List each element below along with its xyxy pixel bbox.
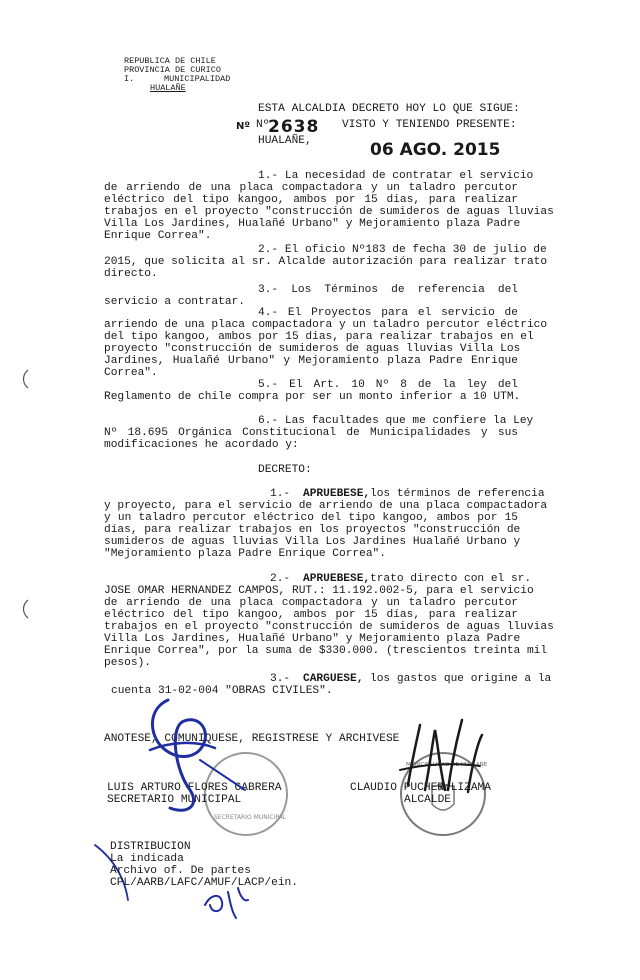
- resolution-2-line: Villa Los Jardines, Hualañé Urbano" y Mejoramiento plaza Padre: [104, 633, 521, 645]
- resolution-3-line: cuenta 31-02-004 "OBRAS CIVILES".: [111, 685, 333, 697]
- decreto-heading: DECRETO:: [258, 464, 312, 476]
- resolution-2-approve: APRUEBESE,: [303, 573, 371, 585]
- secretary-name: LUIS ARTURO FLORES CABRERA: [107, 782, 282, 794]
- consideration-line: del tipo kangoo, ambos por 15 dias, para realizar trabajos en el: [104, 331, 534, 343]
- secretary-title: SECRETARIO MUNICIPAL: [107, 794, 242, 806]
- mayor-title: ALCALDE: [404, 794, 451, 806]
- closing-formula: ANOTESE, COMUNIQUESE, REGISTRESE Y ARCHIVESE: [104, 733, 400, 745]
- consideration-2-start: 2.- El oficio Nº183 de fecha 30 de julio de: [258, 244, 547, 256]
- consideration-line: directo.: [104, 268, 158, 280]
- resolution-2-line: eléctrico del tipo kangoo, ambos por 15 días, para realizar: [104, 609, 518, 621]
- consideration-3-start: 3.- Los Términos de referencia del: [258, 284, 518, 296]
- resolution-1-line: "Mejoramiento plaza Padre Enrique Correa".: [104, 548, 386, 560]
- resolution-1-line: días, para realizar trabajos en los proyectos "construcción de: [104, 524, 521, 536]
- consideration-line: 2015, que solicita al sr. Alcalde autorización para realizar trato: [104, 256, 548, 268]
- header-republic: REPUBLICA DE CHILE: [124, 56, 216, 66]
- consideration-1-start: 1.- La necesidad de contratar el servicio: [258, 170, 534, 182]
- secretary-seal-text: SECRETARIO MUNICIPAL: [214, 814, 287, 821]
- consideration-line: eléctrico del tipo kangoo, ambos por 15 dias, para realizar: [104, 194, 518, 206]
- consideration-line: proyecto "construcción de sumideros de aguas lluvias Villa Los: [104, 343, 521, 355]
- mayor-name: CLAUDIO PUCHER LIZAMA: [350, 782, 491, 794]
- decree-number-stamp: 2638: [268, 117, 320, 137]
- resolution-2-line: JOSE OMAR HERNANDEZ CAMPOS, RUT.: 11.192.002-5, para el servicio: [104, 585, 534, 597]
- resolution-2-line: trabajos en el proyecto "construcción de sumideros de aguas lluvias: [104, 621, 554, 633]
- distribution-heading: DISTRIBUCION: [110, 841, 191, 853]
- distribution-initials: CPL/AARB/LAFC/AMUF/LACP/ein.: [110, 877, 298, 889]
- consideration-5-start: 5.- El Art. 10 Nº 8 de la ley del: [258, 379, 518, 391]
- resolution-2-line: de arriendo de una placa compactadora y un taladro percutor: [104, 597, 518, 609]
- consideration-line: arriendo de una placa compactadora y un taladro percutor eléctrico: [104, 319, 548, 331]
- resolution-2-rest: trato directo con el sr.: [370, 573, 532, 585]
- consideration-line: Nº 18.695 Orgánica Constitucional de Municipalidades y sus: [104, 427, 518, 439]
- resolution-1-line: y un taladro percutor eléctrico del tipo kangoo, ambos por 15: [104, 512, 518, 524]
- resolution-1-line: y proyecto, para el servicio de arriendo de una placa compactadora: [104, 500, 548, 512]
- resolution-1-rest: los términos de referencia: [370, 488, 545, 500]
- consideration-line: servicio a contratar.: [104, 296, 245, 308]
- decree-number-prefix: Nº: [236, 121, 251, 132]
- consideration-line: Reglamento de chile compra por ser un monto inferior a 10 UTM.: [104, 391, 521, 403]
- header-municipality: MUNICIPALIDAD: [164, 74, 231, 84]
- resolution-2-line: pesos).: [104, 657, 151, 669]
- resolution-2-line: Enrique Correa", por la suma de $330.000. (trescientos treinta mil: [104, 645, 548, 657]
- resolution-3-rest: los gastos que origine a la: [370, 673, 552, 685]
- resolution-3-charge: CARGUESE,: [303, 673, 364, 685]
- consideration-line: Jardines, Hualañé Urbano" y Mejoramiento plaza Padre Enrique: [104, 355, 518, 367]
- decree-visto: VISTO Y TENIENDO PRESENTE:: [342, 119, 517, 131]
- consideration-line: de arriendo de una placa compactadora y un taladro percutor: [104, 182, 518, 194]
- consideration-line: Villa Los Jardines, Hualañé Urbano" y Mejoramiento plaza Padre: [104, 218, 521, 230]
- resolution-2-number: 2.-: [270, 573, 291, 585]
- header-hualane: HUALAÑE: [150, 83, 186, 93]
- consideration-4-start: 4.- El Proyectos para el servicio de: [258, 307, 518, 319]
- distribution-line: Archivo of. De partes: [110, 865, 251, 877]
- resolution-1-line: sumideros de aguas lluvias Villa Los Jardines Hualañé Urbano y: [104, 536, 521, 548]
- resolution-1-approve: APRUEBESE,: [303, 488, 371, 500]
- decree-date-stamp: 06 AGO. 2015: [370, 140, 501, 160]
- consideration-6-start: 6.- Las facultades que me confiere la Ley: [258, 415, 534, 427]
- distribution-line: La indicada: [110, 853, 184, 865]
- decree-intro: ESTA ALCALDIA DECRETO HOY LO QUE SIGUE:: [258, 103, 520, 115]
- decree-number-label: Nº: [256, 119, 270, 131]
- header-province: PROVINCIA DE CURICO: [124, 65, 221, 75]
- consideration-line: modificaciones he acordado y:: [104, 439, 299, 451]
- resolution-3-number: 3.-: [270, 673, 291, 685]
- decree-place: HUALAÑE,: [258, 135, 312, 147]
- consideration-line: trabajos en el proyecto "construcción de sumideros de aguas lluvias: [104, 206, 554, 218]
- consideration-line: Correa".: [104, 367, 158, 379]
- consideration-line: Enrique Correa".: [104, 230, 212, 242]
- resolution-1-number: 1.-: [270, 488, 291, 500]
- mayor-seal-text: MUNICIPALIDAD DE HUALAÑE: [406, 762, 488, 768]
- header-municipality-prefix: I.: [124, 74, 135, 84]
